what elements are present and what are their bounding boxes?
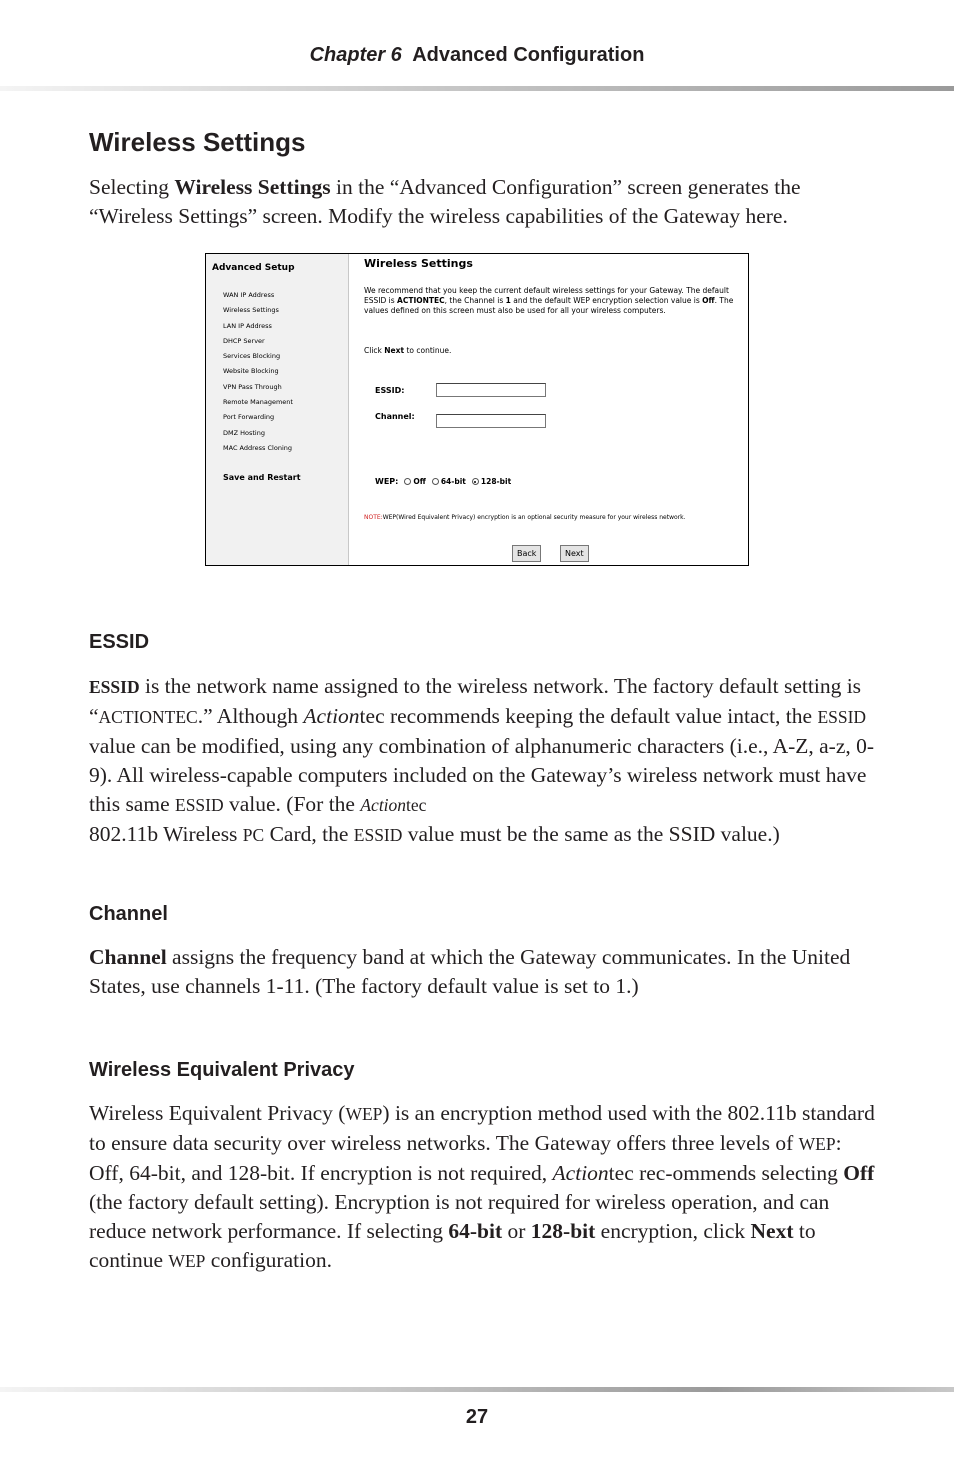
wireless-settings-panel bbox=[364, 254, 748, 565]
desc-text-4: . The values defined on this screen must also be used for all your wireless computers. bbox=[364, 296, 734, 315]
essid-text: Card, the bbox=[264, 822, 354, 846]
wep-option-off-label: Off bbox=[413, 477, 426, 486]
essid-text: 802.11b Wireless bbox=[89, 822, 243, 846]
wep-term: WEP bbox=[345, 1104, 383, 1124]
wep-note bbox=[364, 514, 744, 522]
wep-next: Next bbox=[750, 1219, 794, 1243]
header-divider bbox=[0, 86, 954, 91]
desc-text-2: , the Channel is bbox=[444, 296, 506, 305]
sidebar-item-mac-address-cloning[interactable]: MAC Address Cloning bbox=[223, 443, 292, 452]
wep-radio-group bbox=[375, 477, 511, 486]
wep-text: Wireless Equivalent Privacy ( bbox=[89, 1101, 346, 1125]
back-button[interactable]: Back bbox=[512, 545, 541, 562]
panel-title: Wireless Settings bbox=[364, 257, 473, 270]
desc-essid: ACTIONTEC bbox=[397, 296, 445, 305]
wep-text: ) is an encryption method used with the 802.11b standard to ensure data security over wireless networks. The Gateway offers three levels of bbox=[89, 1101, 875, 1155]
continue-text-2: to continue. bbox=[404, 346, 452, 355]
wep-option-128-bit-label: 128-bit bbox=[480, 477, 512, 486]
channel-heading: Channel bbox=[89, 903, 168, 925]
wep-label: WEP: bbox=[375, 477, 399, 486]
channel-paragraph bbox=[89, 943, 879, 1001]
channel-input[interactable] bbox=[436, 414, 546, 428]
sidebar-item-lan-ip-address[interactable]: LAN IP Address bbox=[223, 321, 272, 330]
sidebar-item-website-blocking[interactable]: Website Blocking bbox=[223, 367, 279, 376]
sidebar-item-wan-ip-address[interactable]: WAN IP Address bbox=[223, 291, 275, 299]
wep-heading: Wireless Equivalent Privacy bbox=[89, 1059, 355, 1081]
chapter-label: Chapter 6 bbox=[309, 44, 402, 66]
sidebar-item-dhcp-server[interactable]: DHCP Server bbox=[223, 336, 265, 345]
essid-term: ESSID bbox=[353, 825, 403, 845]
page-number: 27 bbox=[465, 1406, 489, 1428]
sidebar-item-wireless-settings[interactable]: Wireless Settings bbox=[223, 306, 279, 315]
wep-text: : Off, 64-bit, and 128-bit. If encryption is not required, bbox=[89, 1131, 842, 1185]
sidebar-title: Advanced Setup bbox=[212, 263, 295, 273]
essid-input[interactable] bbox=[436, 383, 546, 397]
essid-heading: ESSID bbox=[89, 631, 150, 653]
desc-text-3: and the default WEP encryption selection value is bbox=[510, 296, 703, 305]
wep-option-off[interactable] bbox=[404, 477, 425, 486]
brand-action: Action bbox=[552, 1161, 609, 1185]
page-header bbox=[0, 44, 954, 67]
section-title: Wireless Settings bbox=[89, 127, 306, 157]
sidebar-nav bbox=[223, 288, 293, 456]
wep-text: (the factory default setting). Encryption is not required for wireless operation, and can reduce network performance. If selecting bbox=[89, 1190, 830, 1243]
wireless-settings-screenshot bbox=[205, 253, 749, 566]
wep-paragraph bbox=[89, 1099, 879, 1276]
wep-text: encryption, click bbox=[595, 1219, 751, 1243]
wep-text: configuration. bbox=[205, 1248, 332, 1272]
essid-text: value must be the same as the SSID value.) bbox=[402, 822, 780, 846]
essid-label: ESSID: bbox=[375, 386, 405, 395]
wep-option-64-bit-label: 64-bit bbox=[440, 477, 466, 486]
wep-off: Off bbox=[843, 1161, 875, 1185]
essid-term: ESSID bbox=[817, 707, 867, 727]
essid-text: tec recommends keeping the default value intact, the bbox=[359, 704, 818, 728]
pc-term: PC bbox=[242, 825, 265, 845]
radio-off[interactable] bbox=[404, 478, 411, 485]
sidebar-item-port-forwarding[interactable]: Port Forwarding bbox=[223, 413, 275, 422]
radio-128-bit[interactable] bbox=[472, 478, 479, 485]
desc-channel: 1 bbox=[505, 296, 511, 305]
wep-text: to continue bbox=[89, 1219, 816, 1272]
next-button[interactable]: Next bbox=[560, 545, 589, 562]
continue-next: Next bbox=[384, 346, 405, 355]
essid-paragraph bbox=[89, 672, 879, 850]
footer-divider bbox=[0, 1387, 954, 1392]
wep-text: or bbox=[502, 1219, 531, 1243]
channel-text: assigns the frequency band at which the Gateway communicates. In the United States, use channels 1-11. (The factory default value is set to 1.) bbox=[89, 945, 851, 998]
intro-paragraph bbox=[89, 173, 879, 231]
sidebar-item-dmz-hosting[interactable]: DMZ Hosting bbox=[223, 428, 265, 437]
wep-term: WEP bbox=[168, 1251, 206, 1271]
desc-text-1: We recommend that you keep the current default wireless settings for your Gateway. The default ESSID is bbox=[364, 286, 729, 305]
essid-text: is the network name assigned to the wireless network. The factory default setting is “ bbox=[89, 674, 862, 728]
panel-description bbox=[364, 286, 744, 316]
sidebar-item-vpn-pass-through[interactable]: VPN Pass Through bbox=[223, 382, 282, 391]
desc-off: Off bbox=[702, 296, 715, 305]
brand-tec: tec bbox=[406, 795, 427, 815]
wep-64-bit: 64-bit bbox=[448, 1219, 503, 1243]
essid-text: value. (For the bbox=[223, 792, 361, 816]
radio-64-bit[interactable] bbox=[432, 478, 439, 485]
intro-text-1: Selecting bbox=[89, 175, 175, 199]
note-label: NOTE: bbox=[364, 514, 383, 521]
wep-text: tec rec-ommends selecting bbox=[608, 1161, 844, 1185]
note-text: WEP(Wired Equivalent Privacy) encryption is an optional security measure for your wireless network. bbox=[382, 514, 686, 521]
wep-option-64-bit[interactable] bbox=[432, 477, 466, 486]
sidebar-item-services-blocking[interactable]: Services Blocking bbox=[223, 352, 281, 361]
intro-bold-wireless-settings: Wireless Settings bbox=[174, 175, 331, 199]
advanced-setup-sidebar bbox=[206, 254, 349, 565]
wep-option-128-bit[interactable] bbox=[472, 477, 511, 486]
save-and-restart-link[interactable]: Save and Restart bbox=[223, 473, 301, 482]
continue-text-1: Click bbox=[364, 346, 385, 355]
brand-action: Action bbox=[360, 795, 407, 815]
essid-term: ESSID bbox=[89, 677, 140, 697]
continue-instruction bbox=[364, 346, 451, 355]
wep-term: WEP bbox=[798, 1134, 836, 1154]
sidebar-item-remote-management[interactable]: Remote Management bbox=[223, 398, 293, 407]
wep-128-bit: 128-bit bbox=[530, 1219, 596, 1243]
intro-text-2: in the “Advanced Configuration” screen generates the “Wireless Settings” screen. Modify the wireless capabilities of the Gateway here. bbox=[89, 175, 801, 228]
essid-default-value: ACTIONTEC bbox=[98, 707, 198, 727]
essid-term: ESSID bbox=[175, 795, 224, 815]
channel-label: Channel: bbox=[375, 412, 415, 421]
chapter-title: Advanced Configuration bbox=[412, 44, 645, 66]
essid-text: value can be modified, using any combination of alphanumeric characters (i.e., A-Z, a-z, 0-9). All wireless-capable computers included on the Gateway’s wireless network must have this same bbox=[89, 734, 875, 816]
brand-action: Action bbox=[303, 704, 360, 728]
essid-text: .” Although bbox=[197, 704, 304, 728]
channel-term: Channel bbox=[89, 945, 167, 969]
